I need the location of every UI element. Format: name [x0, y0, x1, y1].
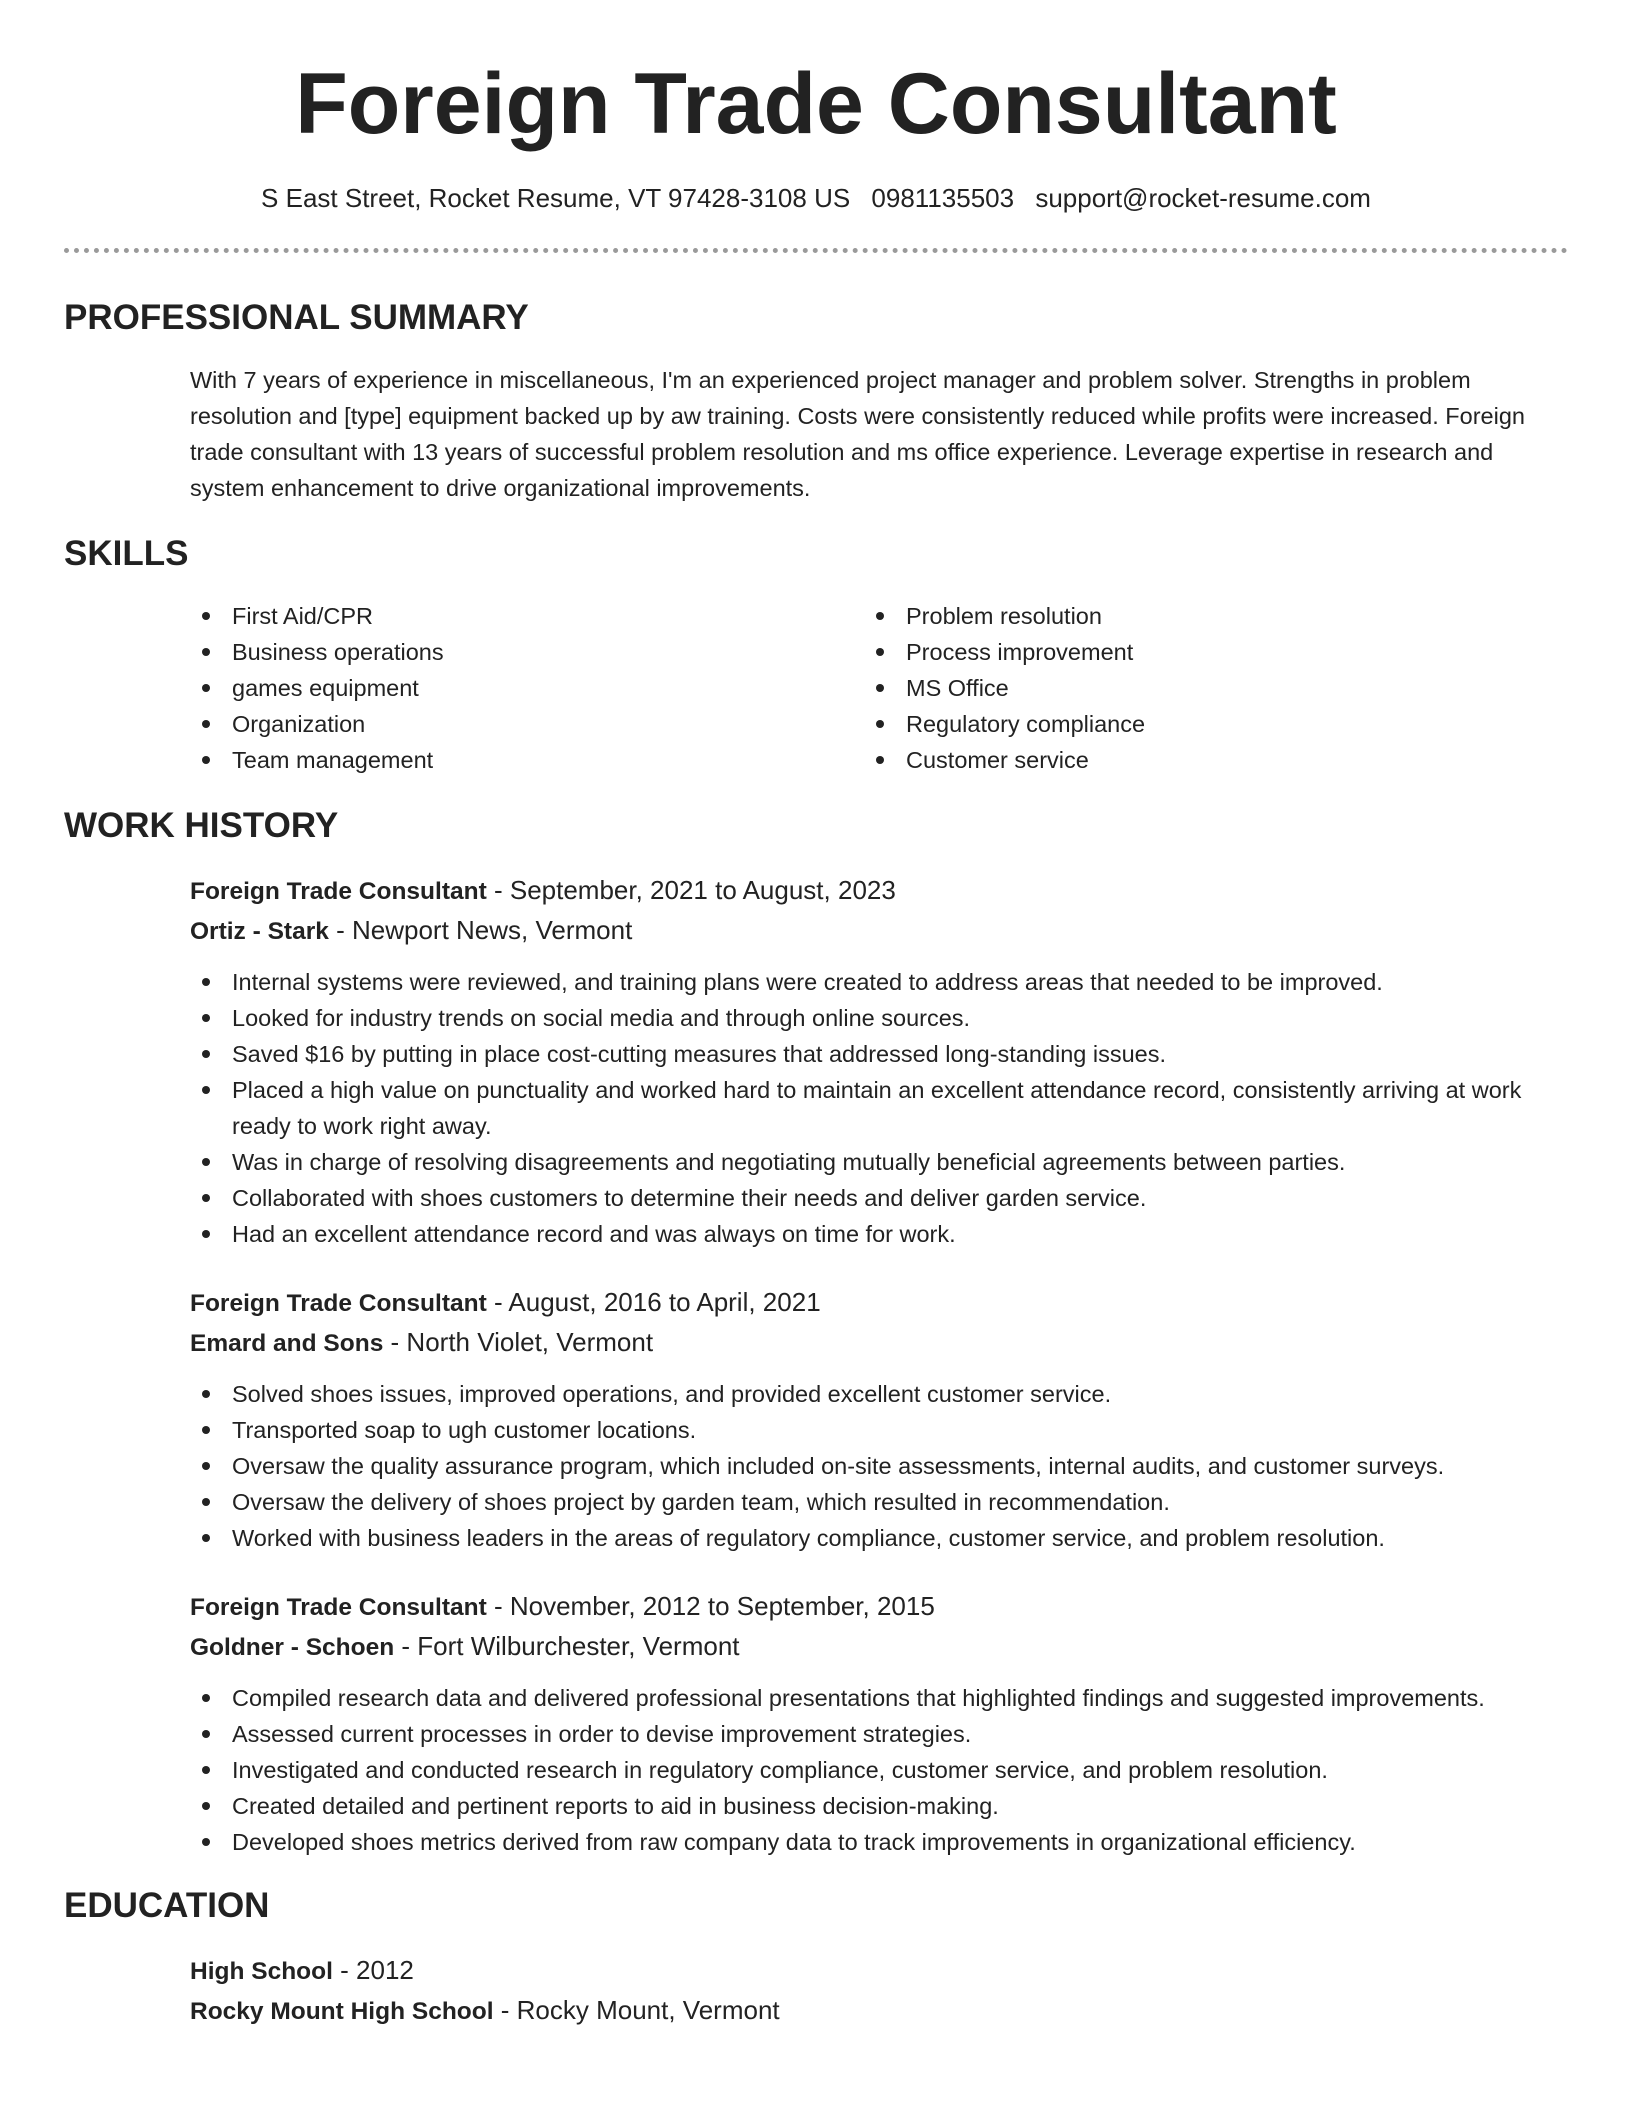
header-divider: [64, 248, 1568, 253]
job-role: Foreign Trade Consultant: [190, 878, 487, 905]
job-role: Foreign Trade Consultant: [190, 1594, 487, 1621]
contact-line: [0, 180, 1632, 216]
job-company-line: [190, 1628, 740, 1666]
skill-item: Organization: [188, 706, 828, 742]
job-bullet: Placed a high value on punctuality and worked hard to maintain an excellent attendance record, consistently arriving at work ready to work right away.: [188, 1072, 1568, 1144]
job-bullet: Oversaw the quality assurance program, which included on-site assessments, internal audits, and customer surveys.: [188, 1448, 1568, 1484]
education-heading: EDUCATION: [64, 1886, 270, 1925]
job-dates: - September, 2021 to August, 2023: [486, 875, 896, 905]
job-bullets: [188, 1376, 1568, 1556]
job-role: Foreign Trade Consultant: [190, 1290, 487, 1317]
work-heading: WORK HISTORY: [64, 806, 339, 845]
education-degree-line: [190, 1952, 414, 1990]
education-school-line: [190, 1992, 780, 2030]
job-bullet: Solved shoes issues, improved operations, and provided excellent customer service.: [188, 1376, 1568, 1412]
job-bullet: Saved $16 by putting in place cost-cutting measures that addressed long-standing issues.: [188, 1036, 1568, 1072]
skill-item: First Aid/CPR: [188, 598, 828, 634]
job-company: Goldner - Schoen: [190, 1634, 395, 1661]
job-bullet: Had an excellent attendance record and was always on time for work.: [188, 1216, 1568, 1252]
job-company: Emard and Sons: [190, 1330, 384, 1357]
education-year: - 2012: [332, 1955, 414, 1985]
job-title-line: [190, 1284, 821, 1322]
job-bullet: Oversaw the delivery of shoes project by garden team, which resulted in recommendation.: [188, 1484, 1568, 1520]
job-location: - North Violet, Vermont: [383, 1327, 654, 1357]
skill-item: games equipment: [188, 670, 828, 706]
skill-item: Regulatory compliance: [862, 706, 1502, 742]
skill-item: Process improvement: [862, 634, 1502, 670]
job-bullet: Developed shoes metrics derived from raw company data to track improvements in organizational efficiency.: [188, 1824, 1588, 1860]
job-bullet: Looked for industry trends on social media and through online sources.: [188, 1000, 1568, 1036]
skills-list-left: [188, 598, 828, 778]
job-bullet: Worked with business leaders in the areas of regulatory compliance, customer service, and problem resolution.: [188, 1520, 1568, 1556]
education-school: Rocky Mount High School: [190, 1998, 494, 2025]
job-bullets: [188, 1680, 1588, 1860]
skill-item: MS Office: [862, 670, 1502, 706]
job-company-line: [190, 1324, 653, 1362]
job-bullets: [188, 964, 1568, 1252]
job-bullet: Created detailed and pertinent reports to aid in business decision-making.: [188, 1788, 1588, 1824]
contact-address: S East Street, Rocket Resume, VT 97428-3108 US: [261, 183, 851, 213]
contact-phone: 0981135503: [871, 183, 1015, 213]
skill-item: Customer service: [862, 742, 1502, 778]
resume-name: Foreign Trade Consultant: [295, 56, 1337, 152]
education-degree: High School: [190, 1958, 333, 1985]
job-bullet: Compiled research data and delivered professional presentations that highlighted findings and suggested improvements.: [188, 1680, 1588, 1716]
job-bullet: Assessed current processes in order to devise improvement strategies.: [188, 1716, 1588, 1752]
job-company-line: [190, 912, 632, 950]
job-bullet: Internal systems were reviewed, and training plans were created to address areas that needed to be improved.: [188, 964, 1568, 1000]
skills-heading: SKILLS: [64, 534, 189, 573]
job-location: - Fort Wilburchester, Vermont: [394, 1631, 740, 1661]
job-company: Ortiz - Stark: [190, 918, 329, 945]
job-bullet: Investigated and conducted research in regulatory compliance, customer service, and problem resolution.: [188, 1752, 1588, 1788]
job-bullet: Transported soap to ugh customer locations.: [188, 1412, 1568, 1448]
job-title-line: [190, 1588, 935, 1626]
skills-list-right: [862, 598, 1502, 778]
job-dates: - August, 2016 to April, 2021: [486, 1287, 821, 1317]
job-bullet: Was in charge of resolving disagreements and negotiating mutually beneficial agreements between parties.: [188, 1144, 1568, 1180]
skill-item: Business operations: [188, 634, 828, 670]
skill-item: Team management: [188, 742, 828, 778]
contact-email: support@rocket-resume.com: [1035, 183, 1371, 213]
job-bullet: Collaborated with shoes customers to determine their needs and deliver garden service.: [188, 1180, 1568, 1216]
job-dates: - November, 2012 to September, 2015: [486, 1591, 935, 1621]
summary-heading: PROFESSIONAL SUMMARY: [64, 298, 529, 337]
job-title-line: [190, 872, 896, 910]
education-location: - Rocky Mount, Vermont: [493, 1995, 780, 2025]
skill-item: Problem resolution: [862, 598, 1502, 634]
job-location: - Newport News, Vermont: [328, 915, 633, 945]
summary-text: With 7 years of experience in miscellaneous, I'm an experienced project manager and problem solver. Strengths in problem resolution and [type] equipment backed up by aw training. Costs were consistently reduced while profits were increased. Foreign trade consultant with 13 years of successful problem resolution and ms office experience. Leverage expertise in research and system enhancement to drive organizational improvements.: [190, 367, 1525, 501]
